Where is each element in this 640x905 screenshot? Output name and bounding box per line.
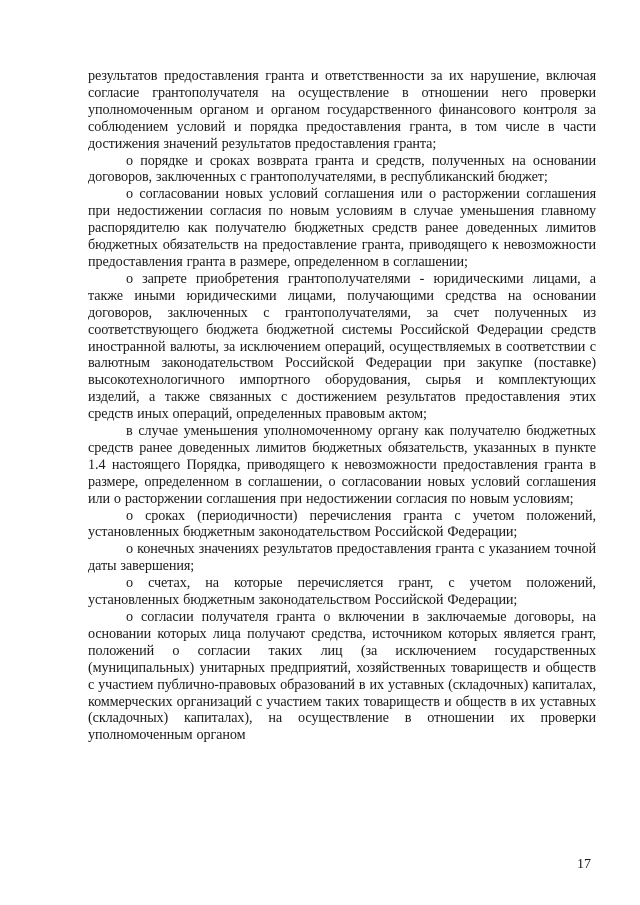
paragraph-final-results: о конечных значениях результатов предоставления гранта с указанием точной даты завершения; <box>88 541 596 575</box>
paragraph-accounts: о счетах, на которые перечисляется грант, с учетом положений, установленных бюджетным законодательством Российской Федерации; <box>88 575 596 609</box>
page-number: 17 <box>577 857 591 872</box>
paragraph-consent: о согласии получателя гранта о включении в заключаемые договоры, на основании которых лица получают средства, источником которых является грант, положений о согласии таких лиц (за исключением государственных (муниципальных) унитарных предприятий, хозяйственных товариществ и обществ с участием публично-правовых образований в их уставных (складочных) капиталах, коммерческих организаций с участием таких товариществ и обществ в их уставных (складочных) капиталах), на осуществление в отношении их проверки уполномоченным органом <box>88 609 596 744</box>
paragraph-new-conditions: о согласовании новых условий соглашения или о расторжении соглашения при недостижении согласия по новым условиям в случае уменьшения главному распорядителю как получателю бюджетных средств ранее доведенных лимитов бюджетных обязательств на предоставление гранта, приводящего к невозможности предоставления гранта в размере, определенном в соглашении; <box>88 186 596 270</box>
document-body <box>88 68 596 744</box>
paragraph-limits-reduction: в случае уменьшения уполномоченному органу как получателю бюджетных средств ранее доведенных лимитов бюджетных обязательств, указанных в пункте 1.4 настоящего Порядка, приводящего к невозможности предоставления гранта в размере, определенном в соглашении, о согласовании новых условий соглашения или о расторжении соглашения при недостижении согласия по новым условиям; <box>88 423 596 507</box>
paragraph-refund-procedure: о порядке и сроках возврата гранта и средств, полученных на основании договоров, заключенных с грантополучателями, в республиканский бюджет; <box>88 152 596 186</box>
paragraph-continuation: результатов предоставления гранта и ответственности за их нарушение, включая согласие грантополучателя на осуществление в отношении него проверки уполномоченным органом и органом государственного финансового контроля за соблюдением условий и порядка предоставления гранта, в том числе в части достижения значений результатов предоставления гранта; <box>88 68 596 152</box>
paragraph-currency-ban: о запрете приобретения грантополучателями - юридическими лицами, а также иными юридическими лицами, получающими средства на основании договоров, заключенных с грантополучателями, за счет полученных из соответствующего бюджета бюджетной системы Российской Федерации средств иностранной валюты, за исключением операций, осуществляемых в соответствии с валютным законодательством Российской Федерации при закупке (поставке) высокотехнологичного импортного оборудования, сырья и комплектующих изделий, а также связанных с достижением результатов предоставления этих средств иных операций, определенных правовым актом; <box>88 270 596 423</box>
paragraph-transfer-terms: о сроках (периодичности) перечисления гранта с учетом положений, установленных бюджетным законодательством Российской Федерации; <box>88 507 596 541</box>
